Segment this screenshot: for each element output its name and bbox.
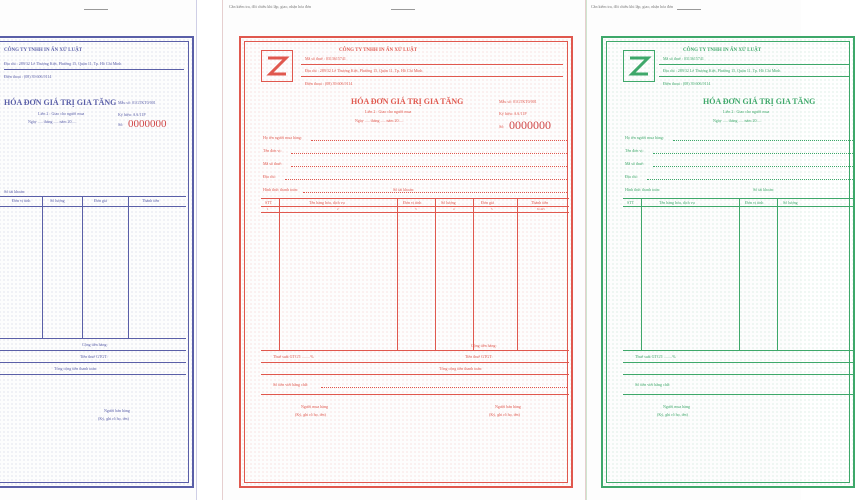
col-divider [641,198,642,350]
row-divider [623,374,853,375]
logo-icon [624,51,654,81]
col-qty: Số lượng [50,198,65,203]
row-divider [261,374,569,375]
subtotal-label: Cộng tiền hàng: [82,342,108,347]
addr-label: Địa chỉ: [263,174,276,179]
row-divider [0,362,186,363]
col-num: 3 [415,207,417,211]
total-label: Tổng cộng tiền thanh toán: [439,366,483,371]
invoice-number: 0000000 [509,118,551,132]
invoice-sheet-red [222,0,586,500]
buyer-sign: Người mua hàng [663,404,690,409]
company-name: CÔNG TY TNHH IN ẤN XỬ LUẬT [683,48,762,53]
invoice-inner-border [606,41,850,483]
addr-line [285,179,567,180]
words-label: Số tiền viết bằng chữ: [273,382,309,387]
divider [4,69,184,70]
row-divider [261,362,569,363]
tax-label: Mã số thuế: [625,161,644,166]
serial: Ký hiệu: AA/11P [499,111,527,116]
phone: Điện thoại : (08) 39.606.9114 [663,81,711,86]
cut-mark [84,9,108,10]
invoice-sheet-blue [0,0,197,500]
copy-label: Liên 2 : Giao cho người mua [723,109,770,114]
table-bottom [0,338,186,339]
sign-note: (Ký, ghi rõ họ, tên) [98,416,129,421]
total-label: Tổng cộng tiền thanh toán: [54,366,98,371]
col-divider [128,196,129,338]
subtotal-label: Cộng tiền hàng: [471,343,497,348]
table-bottom [261,350,569,351]
header-divider [623,206,853,207]
col-price: Đơn giá [94,198,107,203]
buyer-line [673,140,853,141]
cut-mark [677,9,701,10]
number-divider [261,212,569,213]
col-name: Tên hàng hóa, dịch vụ [659,200,695,205]
account-label: Số tài khoản: [393,187,415,192]
col-divider [777,198,778,350]
header-divider [0,206,186,207]
col-divider [397,198,398,350]
date-line: Ngày ..... tháng ..... năm 20..... [355,118,404,123]
address: Địa chỉ : 289/32 Lê Thượng Kiệt, Phường 15, Quận 11, Tp. Hồ Chí Minh [305,68,423,73]
row-divider [0,350,186,351]
unit-line [291,153,567,154]
vat-rate-label: Thuế suất GTGT: ........% [635,354,676,359]
logo-icon [262,51,292,81]
col-stt: STT [627,200,635,205]
table-top [261,198,569,199]
account-label: Số tài khoản: [4,189,26,194]
col-divider [739,198,740,350]
tax-line [291,166,567,167]
tax-code: Mã số thuế : 0313615741 [663,56,704,61]
seller-sign-note: (Ký, ghi rõ họ, tên) [489,412,520,417]
date-line: Ngày ..... tháng ..... năm 20..... [713,118,762,123]
phone: Điện thoại : (08) 39.606.9114 [4,74,52,79]
copy-label: Liên 2 : Giao cho người mua [365,109,412,114]
invoice-frame [0,36,194,488]
account-label: Số tài khoản: [753,187,775,192]
col-divider [42,196,43,338]
top-note: Cần kiểm tra, đối chiếu khi lập, giao, nhận hóa đơn [229,4,311,9]
copy-label: Liên 2 : Giao cho người mua [38,111,85,116]
tax-label: Mã số thuế: [263,161,282,166]
unit-label: Tên đơn vị: [625,148,644,153]
words-label: Số tiền viết bằng chữ: [635,382,671,387]
address: Địa chỉ : 289/32 Lê Thượng Kiệt, Phường 15, Quận 11, Tp. Hồ Chí Minh [4,61,122,66]
vat-label: Tiền thuế GTGT: [80,354,108,359]
company-logo [623,50,655,82]
col-amount: Thành tiền [531,200,549,205]
invoice-title: HÓA ĐƠN GIÁ TRỊ GIA TĂNG [351,97,464,106]
invoice-frame [239,36,573,488]
phone: Điện thoại : (08) 39.606.9114 [305,81,353,86]
divider [301,64,563,65]
date-line: Ngày ..... tháng ..... năm 20..... [28,119,77,124]
divider [659,64,849,65]
form-number: Mẫu số: 01GTKT0/001 [118,100,156,105]
company-name: CÔNG TY TNHH IN ẤN XỬ LUẬT [4,48,83,53]
invoice-sheet-green [586,0,816,500]
col-num: 1 [267,207,269,211]
row-divider [0,374,186,375]
top-note: Cần kiểm tra, đối chiếu khi lập, giao, nhận hóa đơn [591,4,673,9]
col-price: Đơn giá [481,200,494,205]
col-num: 5 [491,207,493,211]
vat-label: Tiền thuế GTGT: [465,354,493,359]
seller-sign: Người bán hàng [495,404,521,409]
invoice-frame [601,36,855,488]
seller-sign: Người bán hàng [104,408,130,413]
row-divider [623,362,853,363]
invoice-title: HÓA ĐƠN GIÁ TRỊ GIA TĂNG [4,98,117,107]
table-bottom [623,350,853,351]
divider [301,76,563,77]
col-divider [517,198,518,350]
payment-label: Hình thức thanh toán: [625,187,660,192]
col-divider [279,198,280,350]
number-label: Số: [118,122,124,127]
unit-line [653,153,853,154]
address: Địa chỉ : 289/32 Lê Thượng Kiệt, Phường 15, Quận 11, Tp. Hồ Chí Minh [663,68,781,73]
payment-label: Hình thức thanh toán: [263,187,298,192]
vat-rate-label: Thuế suất GTGT: ........% [273,354,314,359]
divider [659,76,849,77]
payment-line [303,192,567,193]
col-qty: Số lượng [441,200,456,205]
tax-line [653,166,853,167]
col-num: 6=4x5 [537,207,545,211]
number-label: Số: [499,124,505,129]
tax-code: Mã số thuế : 0313615741 [305,56,346,61]
col-divider [82,196,83,338]
unit-label: Tên đơn vị: [263,148,282,153]
col-stt: STT [265,200,273,205]
company-logo [261,50,293,82]
buyer-sign-note: (Ký, ghi rõ họ, tên) [657,412,688,417]
serial: Ký hiệu: AA/11P [118,112,146,117]
buyer-sign-note: (Ký, ghi rõ họ, tên) [295,412,326,417]
cut-mark [391,9,415,10]
buyer-label: Họ tên người mua hàng: [625,135,664,140]
col-divider [473,198,474,350]
col-name: Tên hàng hóa, dịch vụ [309,200,345,205]
invoice-inner-border [0,41,189,483]
col-num: 2 [337,207,339,211]
col-unit: Đơn vị tính [745,200,764,205]
buyer-sign: Người mua hàng [301,404,328,409]
buyer-line [311,140,567,141]
col-amount: Thành tiền [142,198,160,203]
col-qty: Số lượng [783,200,798,205]
company-name: CÔNG TY TNHH IN ẤN XỬ LUẬT [339,48,418,53]
buyer-label: Họ tên người mua hàng: [263,135,302,140]
form-number: Mẫu số: 01GTKT0/001 [499,99,537,104]
col-unit: Đơn vị tính [403,200,422,205]
col-divider [435,198,436,350]
invoice-number: 0000000 [128,118,167,130]
table-top [0,196,186,197]
addr-label: Địa chỉ: [625,174,638,179]
addr-line [647,179,853,180]
col-num: 4 [453,207,455,211]
row-divider [623,394,853,395]
table-top [623,198,853,199]
col-unit: Đơn vị tính [12,198,31,203]
words-line [321,387,567,388]
invoice-title: HÓA ĐƠN GIÁ TRỊ GIA TĂNG [703,97,816,106]
row-divider [261,394,569,395]
